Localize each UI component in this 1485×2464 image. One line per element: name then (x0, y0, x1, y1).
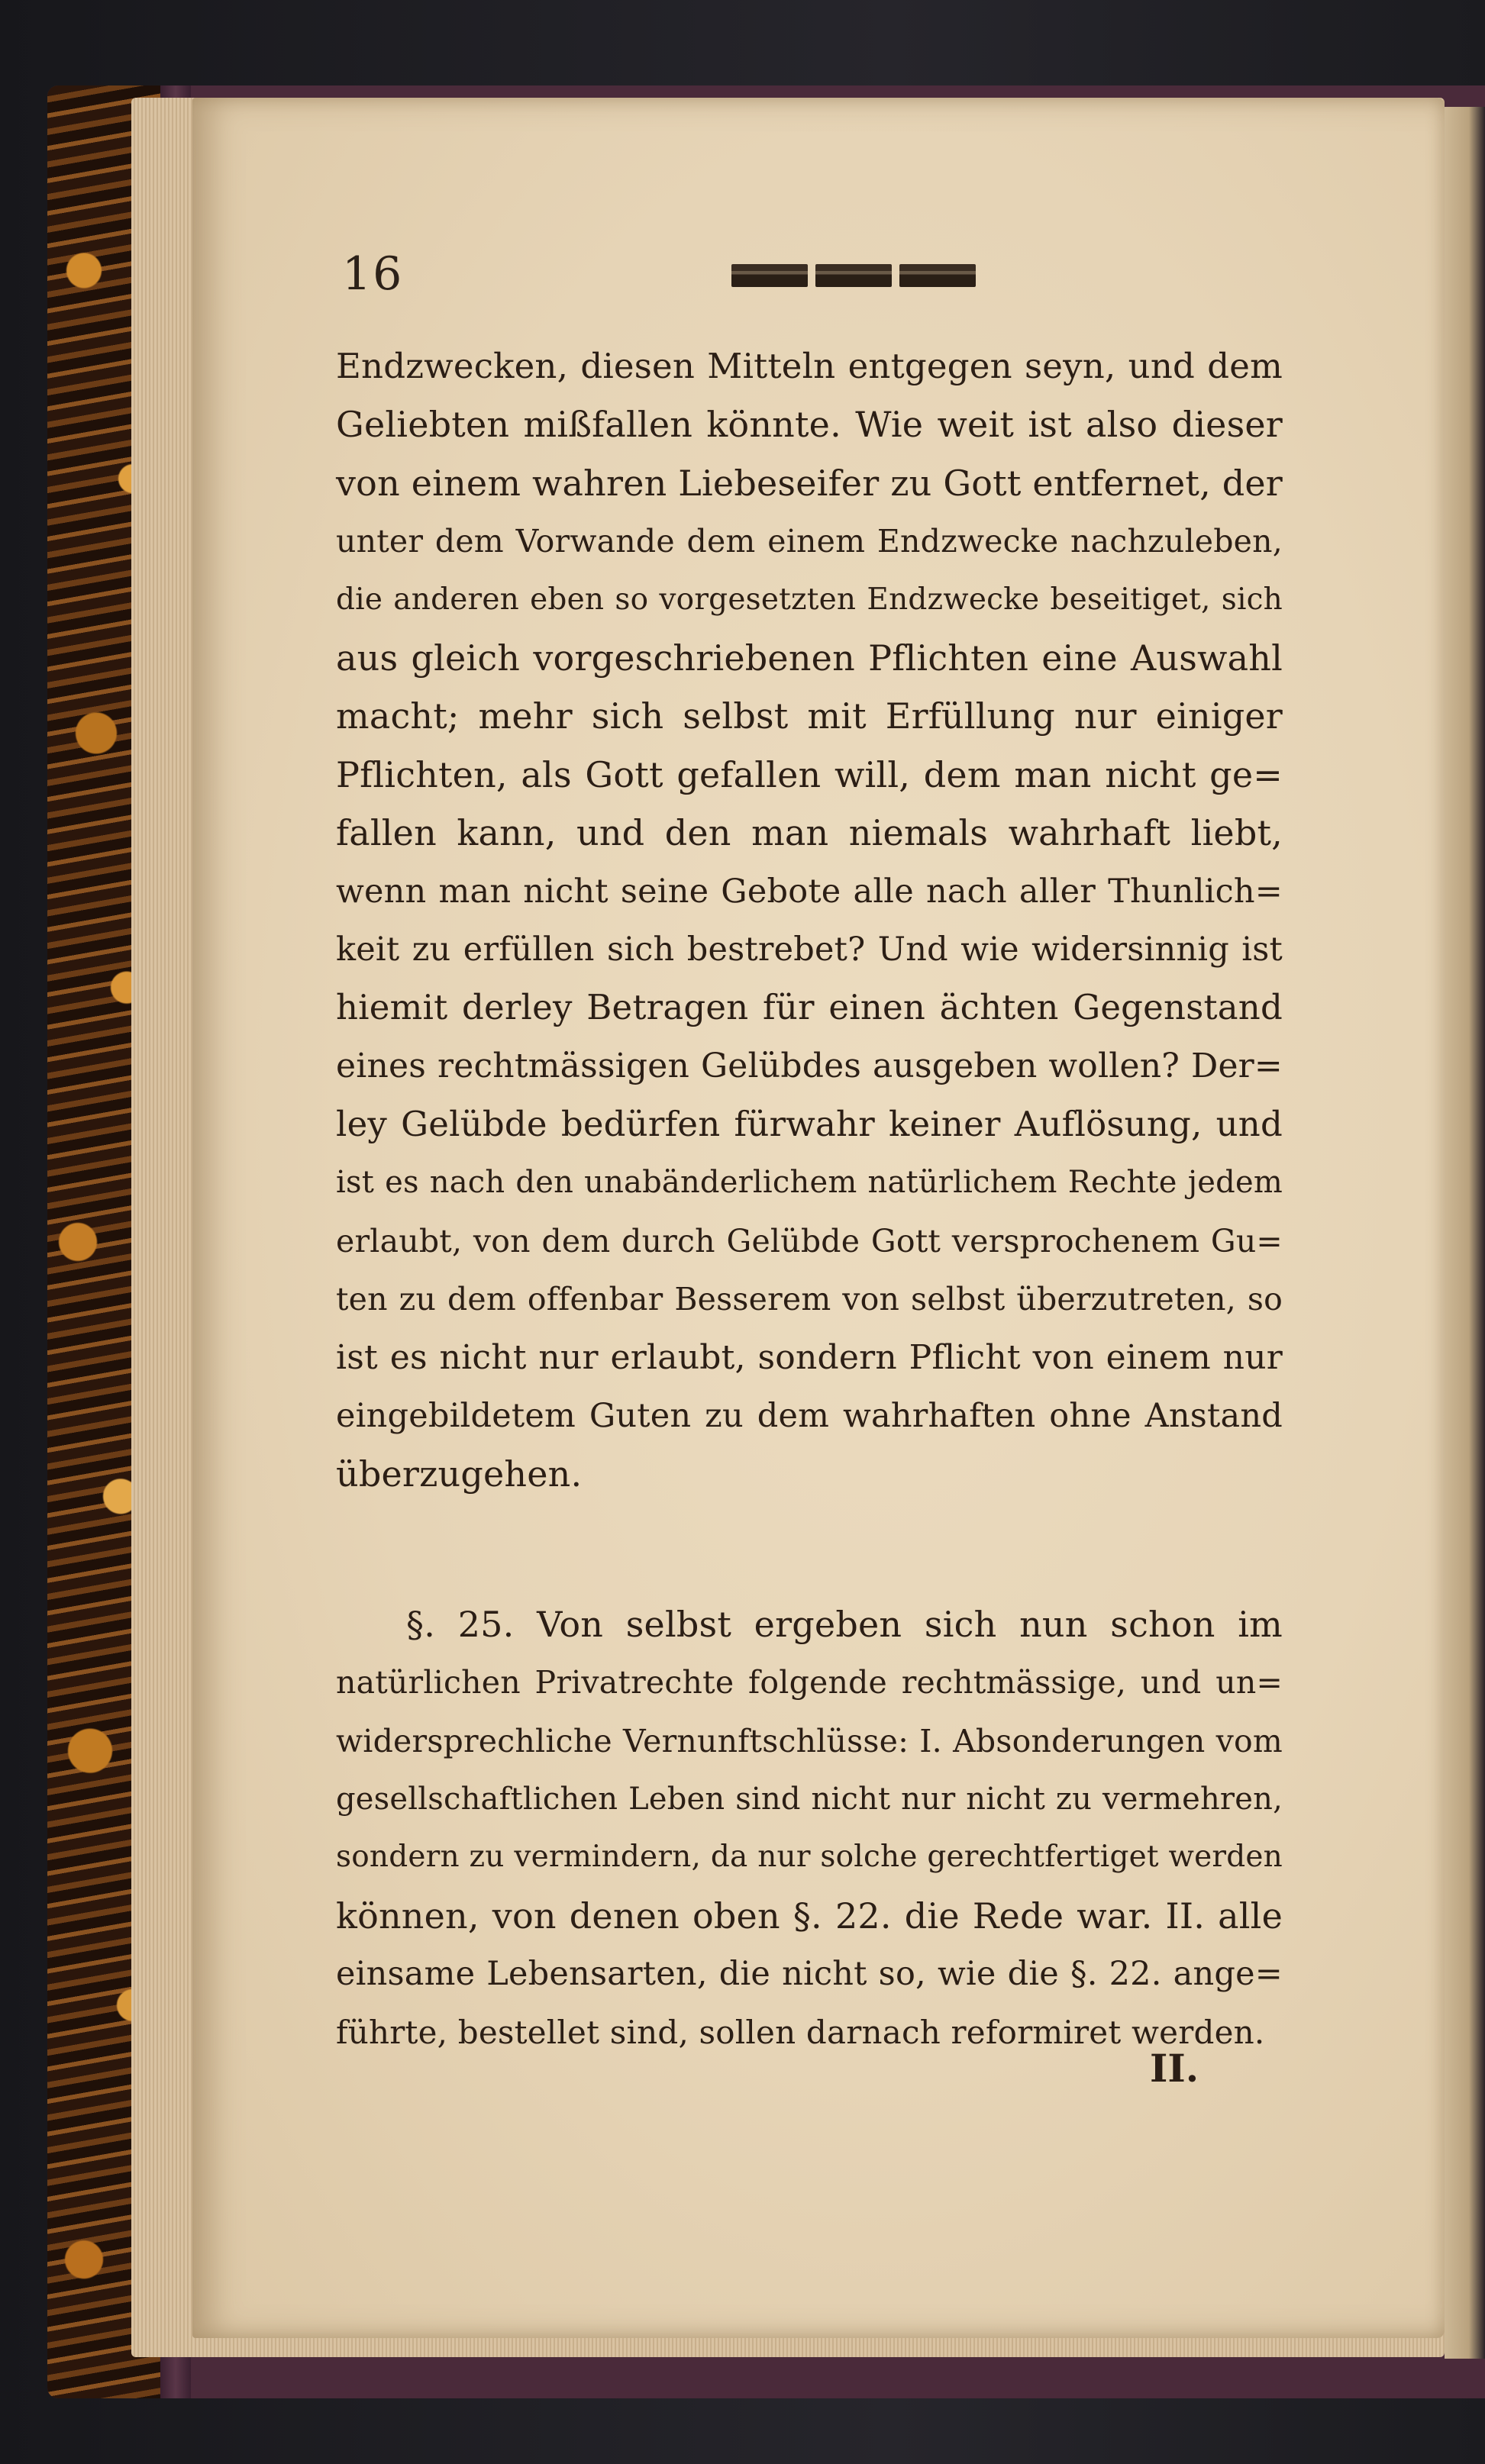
text-line: überzugehen. (336, 1453, 583, 1495)
text-line: widersprechliche Vernunftschlüsse: I. Absonderungen vom (336, 1722, 1283, 1759)
text-line: einsame Lebensarten, die nicht so, wie die §. 22. ange= (336, 1955, 1283, 1994)
text-line: Endzwecken, diesen Mitteln entgegen seyn, und dem (336, 346, 1283, 386)
text-line: Geliebten mißfallen könnte. Wie weit ist also dieser (336, 404, 1283, 446)
text-line: wenn man nicht seine Gebote alle nach aller Thunlich= (336, 872, 1283, 911)
text-line: ist es nach den unabänderlichem natürlichem Rechte jedem (336, 1165, 1283, 1201)
text-line: keit zu erfüllen sich bestrebet? Und wie widersinnig ist (336, 930, 1283, 969)
text-line: die anderen eben so vorgesetzten Endzwecke beseitiget, sich (336, 582, 1283, 617)
text-line: können, von denen oben §. 22. die Rede war. II. alle (336, 1895, 1283, 1937)
page-number: 16 (342, 247, 404, 301)
text-line: ist es nicht nur erlaubt, sondern Pflicht von einem nur (336, 1337, 1283, 1377)
page-text (336, 337, 1283, 2062)
text-line: eingebildetem Guten zu dem wahrhaften ohne Anstand (336, 1397, 1283, 1436)
text-line: aus gleich vorgeschriebenen Pflichten eine Auswahl (336, 637, 1283, 679)
text-line: erlaubt, von dem durch Gelübde Gott versprochenem Gu= (336, 1222, 1283, 1259)
ornament-segment (731, 264, 808, 287)
text-line: ley Gelübde bedürfen fürwahr keiner Auflösung, und (336, 1104, 1283, 1145)
text-line: eines rechtmässigen Gelübdes ausgeben wollen? Der= (336, 1046, 1283, 1085)
text-line: unter dem Vorwande dem einem Endzwecke nachzuleben, (336, 523, 1283, 560)
text-line: führte, bestellet sind, sollen darnach reformiret werden. (336, 2013, 1265, 2051)
text-line: Pflichten, als Gott gefallen will, dem man nicht ge= (336, 753, 1283, 795)
next-page-edge (1445, 107, 1485, 2359)
paragraph-gap (336, 1504, 1283, 1595)
ornament-segment (815, 264, 892, 287)
text-line: hiemit derley Betragen für einen ächten Gegenstand (336, 987, 1283, 1028)
text-line: ten zu dem offenbar Besserem von selbst überzutreten, so (336, 1281, 1283, 1318)
text-line: von einem wahren Liebeseifer zu Gott entfernet, der (336, 462, 1283, 504)
text-line: macht; mehr sich selbst mit Erfüllung nur einiger (336, 695, 1283, 737)
text-line: natürlichen Privatrechte folgende rechtmässige, und un= (336, 1664, 1283, 1701)
text-line: §. 25. Von selbst ergeben sich nun schon im (406, 1603, 1283, 1645)
text-line: sondern zu vermindern, da nur solche gerechtfertiget werden (336, 1840, 1283, 1875)
catchword: II. (1150, 2046, 1199, 2091)
ornament-segment (899, 264, 976, 287)
text-line: fallen kann, und den man niemals wahrhaft liebt, (336, 812, 1283, 854)
text-line: gesellschaftlichen Leben sind nicht nur nicht zu vermehren, (336, 1781, 1283, 1817)
printer-ornament-bar-icon (731, 264, 976, 287)
